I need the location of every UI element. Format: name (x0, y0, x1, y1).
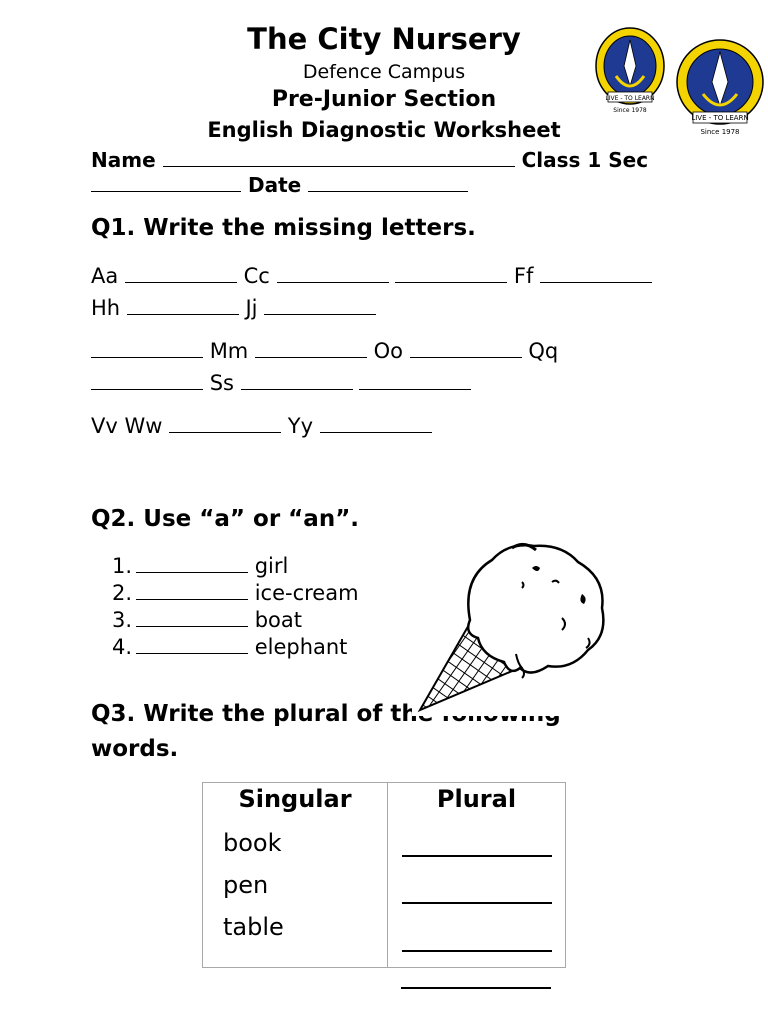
answer-blank[interactable] (169, 431, 281, 433)
answer-blank[interactable] (91, 388, 203, 390)
class-label: Class 1 Sec (521, 148, 649, 172)
school-logo-icon (594, 26, 666, 118)
plural-table (202, 782, 566, 968)
answer-blank[interactable] (136, 571, 248, 573)
letter: Hh (91, 296, 121, 320)
q1-heading: Q1. Write the missing letters. (91, 215, 476, 241)
answer-blank[interactable] (410, 356, 522, 358)
answer-blank[interactable] (277, 281, 389, 283)
answer-blank[interactable] (125, 281, 237, 283)
letter: Cc (243, 264, 270, 288)
letter: Qq (528, 339, 559, 363)
plural-answer-line[interactable] (402, 950, 552, 952)
date-field[interactable] (308, 190, 468, 192)
singular-word: pen (223, 871, 269, 899)
campus-name: Defence Campus (302, 61, 466, 83)
plural-column (388, 783, 566, 968)
answer-blank[interactable] (395, 281, 507, 283)
section-field[interactable] (91, 190, 241, 192)
singular-header: Singular (238, 785, 352, 813)
q3-heading-line2: words. (91, 736, 179, 762)
answer-blank[interactable] (91, 356, 203, 358)
singular-word: table (223, 913, 284, 941)
q1-row-2 (91, 296, 376, 320)
list-item: 4. elephant (112, 635, 348, 659)
list-item: 1. girl (112, 554, 289, 578)
list-item: 3. boat (112, 608, 302, 632)
plural-answer-line[interactable] (401, 987, 551, 989)
ice-cream-icon (412, 538, 612, 716)
q1-row-1 (91, 264, 652, 288)
name-row (91, 148, 648, 172)
q1-row-4 (91, 371, 471, 395)
date-label: Date (247, 173, 302, 197)
answer-blank[interactable] (136, 652, 248, 654)
plural-answer-line[interactable] (402, 855, 552, 857)
answer-blank[interactable] (540, 281, 652, 283)
school-logo-icon (675, 38, 765, 140)
worksheet-title: English Diagnostic Worksheet (207, 118, 561, 142)
q1-row-3 (91, 339, 558, 363)
letter: Ff (513, 264, 534, 288)
svg-text:Since 1978: Since 1978 (700, 128, 740, 136)
section-name: Pre-Junior Section (271, 87, 497, 112)
name-label: Name (91, 148, 156, 172)
svg-text:Since 1978: Since 1978 (613, 107, 647, 114)
answer-blank[interactable] (359, 388, 471, 390)
school-name: The City Nursery (247, 22, 521, 56)
answer-blank[interactable] (127, 313, 239, 315)
plural-header: Plural (436, 785, 517, 813)
letter: Yy (287, 414, 314, 438)
letter: Vv Ww (91, 414, 163, 438)
letter: Mm (209, 339, 249, 363)
answer-blank[interactable] (264, 313, 376, 315)
letter: Ss (209, 371, 234, 395)
answer-blank[interactable] (136, 625, 248, 627)
answer-blank[interactable] (241, 388, 353, 390)
q2-heading: Q2. Use “a” or “an”. (91, 506, 360, 532)
date-row (91, 173, 468, 197)
answer-blank[interactable] (320, 431, 432, 433)
letter: Oo (373, 339, 404, 363)
singular-word: book (223, 829, 282, 857)
singular-column (203, 783, 388, 968)
q3-heading-line1: Q3. Write the plural of the following (91, 701, 561, 727)
letter: Aa (91, 264, 119, 288)
svg-text:LIVE - TO LEARN: LIVE - TO LEARN (605, 95, 655, 102)
plural-answer-line[interactable] (402, 902, 552, 904)
q1-row-5 (91, 414, 432, 438)
letter: Jj (245, 296, 258, 320)
name-field[interactable] (163, 165, 515, 167)
answer-blank[interactable] (136, 598, 248, 600)
answer-blank[interactable] (255, 356, 367, 358)
svg-text:LIVE - TO LEARN: LIVE - TO LEARN (691, 114, 749, 122)
list-item: 2. ice-cream (112, 581, 359, 605)
